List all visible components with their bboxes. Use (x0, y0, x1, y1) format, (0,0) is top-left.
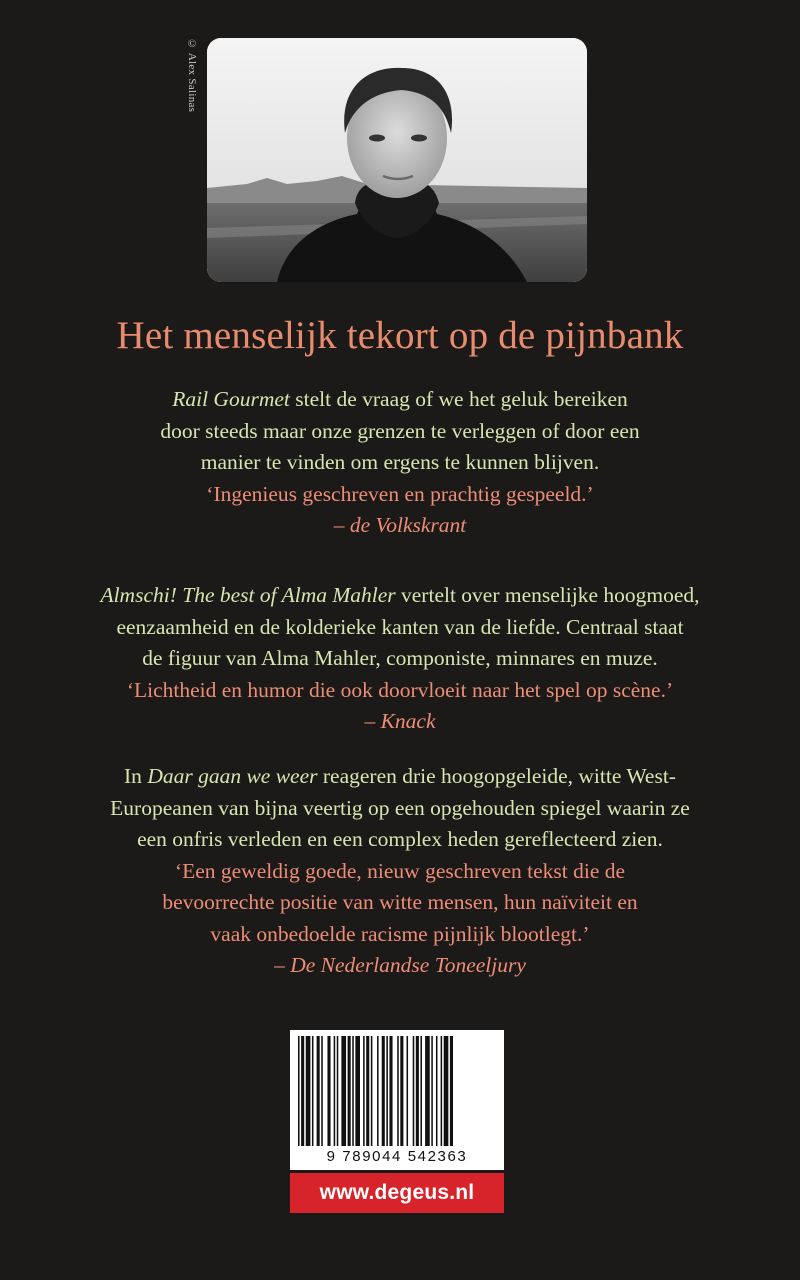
review-quote: bevoorrechte positie van witte mensen, hun naïviteit en (162, 890, 638, 914)
barcode-bar (431, 1036, 433, 1146)
barcode-bar (363, 1036, 365, 1146)
play-description-daar-gaan-we-weer (40, 761, 760, 982)
barcode-bar (327, 1036, 330, 1146)
barcode-bar (341, 1036, 346, 1146)
barcode-bar (397, 1036, 399, 1146)
barcode-bar (317, 1036, 320, 1146)
description-line (40, 761, 760, 793)
barcode-bar (444, 1036, 449, 1146)
barcode-bar (352, 1036, 354, 1146)
author-portrait-image (207, 38, 587, 282)
review-source: – Knack (364, 709, 436, 733)
barcode-bar (298, 1036, 300, 1146)
barcode-bar (382, 1036, 385, 1146)
description-text: In (124, 764, 148, 788)
barcode-bar (334, 1036, 336, 1146)
description-line: een onfris verleden en een complex heden gereflecteerd zien. (137, 827, 663, 851)
barcode-bar (425, 1036, 430, 1146)
barcode-bar (366, 1036, 369, 1146)
barcode-bar (389, 1036, 392, 1146)
author-photo (207, 38, 587, 282)
barcode-bar (371, 1036, 373, 1146)
description-line: door steeds maar onze grenzen te verleggen of door een (160, 418, 640, 443)
barcode-bar (386, 1036, 388, 1146)
publisher-url: www.degeus.nl (290, 1173, 504, 1213)
isbn-barcode (290, 1030, 504, 1170)
description-text: vertelt over menselijke hoogmoed, (395, 583, 700, 607)
review-quote: vaak onbedoelde racisme pijnlijk blootlegt.’ (210, 921, 590, 946)
description-line: eenzaamheid en de kolderieke kanten van de liefde. Centraal staat (116, 614, 684, 639)
barcode-bar (377, 1036, 379, 1146)
play-title: Rail Gourmet (172, 387, 290, 411)
barcode-bars (290, 1030, 504, 1150)
play-title: Daar gaan we weer (147, 764, 318, 788)
play-description-almschi (40, 580, 760, 738)
barcode-bar (400, 1036, 403, 1146)
barcode-bar (306, 1036, 311, 1146)
play-description-rail-gourmet (40, 384, 760, 542)
review-source: – de Volkskrant (333, 513, 467, 537)
description-line (40, 580, 760, 612)
barcode-bar (312, 1036, 314, 1146)
barcode-bar (450, 1036, 453, 1146)
description-line: Europeanen van bijna veertig op een opgehouden spiegel waarin ze (110, 795, 690, 820)
barcode-bar (436, 1036, 438, 1146)
isbn-number: 9 789044 542363 (290, 1148, 504, 1165)
barcode-bar (420, 1036, 422, 1146)
barcode-bar (416, 1036, 419, 1146)
barcode-bar (301, 1036, 304, 1146)
review-quote: ‘Ingenieus geschreven en prachtig gespeeld.’ (206, 481, 594, 506)
review-source: – De Nederlandse Toneeljury (274, 953, 526, 977)
review-quote: ‘Lichtheid en humor die ook doorvloeit naar het spel op scène.’ (126, 677, 674, 702)
review-quote: ‘Een geweldig goede, nieuw geschreven tekst die de (174, 858, 626, 883)
headline: Het menselijk tekort op de pijnbank (116, 314, 684, 357)
barcode-bar (441, 1036, 443, 1146)
barcode-bar (337, 1036, 339, 1146)
barcode-bar (355, 1036, 360, 1146)
description-text: reageren drie hoogopgeleide, witte West- (317, 764, 676, 788)
description-line: de figuur van Alma Mahler, componiste, minnares en muze. (142, 646, 658, 670)
play-title: Almschi! The best of Alma Mahler (100, 583, 396, 607)
photo-credit: © Alex Salinas (186, 38, 198, 113)
description-line: manier te vinden om ergens te kunnen blijven. (200, 450, 600, 474)
barcode-bar (407, 1036, 409, 1146)
description-text: stelt de vraag of we het geluk bereiken (289, 387, 628, 411)
barcode-bar (413, 1036, 415, 1146)
barcode-bar (321, 1036, 323, 1146)
description-line (40, 384, 760, 416)
barcode-bar (348, 1036, 351, 1146)
